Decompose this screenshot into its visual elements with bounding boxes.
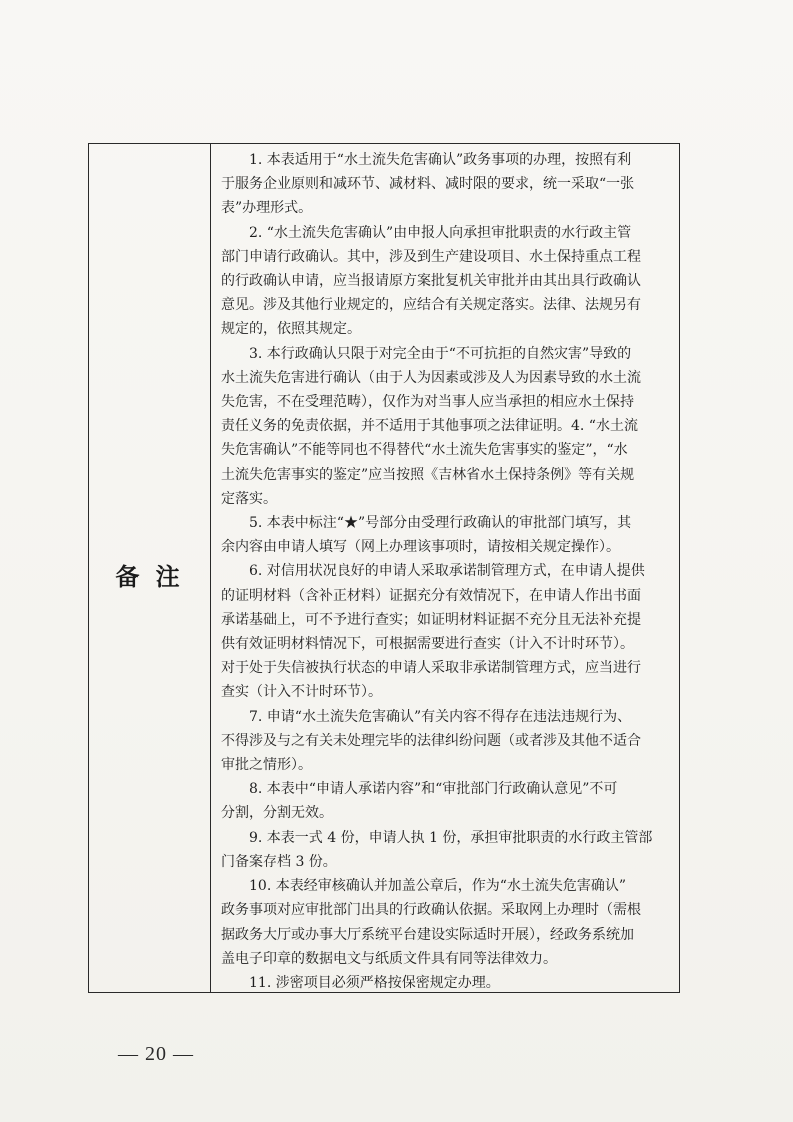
remark-line: 9. 本表一式 4 份，申请人执 1 份，承担审批职责的水行政主管部: [249, 829, 653, 846]
remark-line: 的证明材料（含补正材料）证据充分有效情况下，在申请人作出书面: [221, 587, 641, 604]
remark-line: 11. 涉密项目必须严格按保密规定办理。: [249, 974, 500, 991]
remark-line: 土流失危害事实的鉴定”应当按照《吉林省水土保持条例》等有关规: [221, 466, 635, 483]
remarks-label: 备 注: [115, 562, 184, 591]
remark-line: 盖电子印章的数据电文与纸质文件具有同等法律效力。: [221, 950, 557, 967]
remark-line: 10. 本表经审核确认并加盖公章后，作为“水土流失危害确认”: [249, 878, 627, 895]
remark-line: 的行政确认申请，应当报请原方案批复机关审批并由其出具行政确认: [221, 273, 641, 290]
remark-line: 查实（计入不计时环节）。: [221, 684, 382, 701]
remark-line: 7. 申请“水土流失危害确认”有关内容不得存在违法违规行为、: [249, 708, 632, 725]
remark-line: 对于处于失信被执行状态的申请人采取非承诺制管理方式，应当进行: [221, 660, 641, 677]
remark-paragraph-7: [221, 777, 673, 825]
remark-line: 部门申请行政确认。其中，涉及到生产建设项目、水土保持重点工程: [221, 248, 641, 265]
remark-line: 不得涉及与之有关未处理完毕的法律纠纷问题（或者涉及其他不适合: [221, 732, 641, 749]
page-number: — 20 —: [118, 1043, 194, 1065]
remark-paragraph-9: [221, 874, 673, 971]
remark-line: 分割，分割无效。: [221, 805, 333, 822]
remark-paragraph-4: [221, 511, 673, 559]
remark-paragraph-2: [221, 221, 673, 342]
remark-paragraph-8: [221, 826, 673, 874]
remark-line: 门备案存档 3 份。: [221, 853, 337, 870]
remark-line: 2. “水土流失危害确认”由申报人向承担审批职责的水行政主管: [249, 224, 632, 241]
remark-line: 5. 本表中标注“★”号部分由受理行政确认的审批部门填写，其: [249, 515, 632, 532]
remark-line: 1. 本表适用于“水土流失危害确认”政务事项的办理，按照有利: [249, 152, 632, 168]
remark-line: 据政务大厅或办事大厅系统平台建设实际适时开展），经政务系统加: [221, 926, 634, 943]
remark-line: 供有效证明材料情况下，可根据需要进行查实（计入不计时环节）。: [221, 636, 634, 653]
remark-line: 失危害确认”不能等同也不得替代“水土流失危害事实的鉴定”，“水: [221, 442, 628, 459]
remark-line: 规定的，依照其规定。: [221, 321, 361, 338]
remarks-content: [211, 144, 679, 992]
remark-line: 水土流失危害进行确认（由于人为因素或涉及人为因素导致的水土流: [221, 369, 641, 386]
remark-line: 承诺基础上，可不予进行查实；如证明材料证据不充分且无法补充提: [221, 611, 641, 628]
remarks-label-cell: [89, 144, 211, 992]
remark-line: 责任义务的免责依据，并不适用于其他事项之法律证明。4. “水土流: [221, 418, 638, 435]
remark-line: 意见。涉及其他行业规定的，应结合有关规定落实。法律、法规另有: [221, 297, 641, 314]
remark-paragraph-3: [221, 342, 673, 511]
remarks-table: [88, 143, 680, 993]
remark-paragraph-1: [221, 148, 673, 221]
remark-line: 余内容由申请人填写（网上办理该事项时，请按相关规定操作）。: [221, 539, 620, 556]
remark-line: 审批之情形）。: [221, 757, 312, 774]
remark-line: 定落实。: [221, 490, 277, 507]
remark-paragraph-10: [221, 971, 673, 995]
remark-line: 8. 本表中“申请人承诺内容”和“审批部门行政确认意见”不可: [249, 781, 618, 798]
remark-line: 表”办理形式。: [221, 200, 313, 217]
remark-line: 于服务企业原则和减环节、减材料、减时限的要求，统一采取“一张: [221, 176, 635, 193]
remark-line: 政务事项对应审批部门出具的行政确认依据。采取网上办理时（需根: [221, 902, 641, 919]
remark-line: 3. 本行政确认只限于对完全由于“不可抗拒的自然灾害”导致的: [249, 345, 632, 362]
remark-line: 失危害，不在受理范畴），仅作为对当事人应当承担的相应水土保持: [221, 394, 634, 411]
remark-line: 6. 对信用状况良好的申请人采取承诺制管理方式，在申请人提供: [249, 563, 645, 580]
remark-paragraph-5: [221, 559, 673, 704]
remark-paragraph-6: [221, 705, 673, 778]
